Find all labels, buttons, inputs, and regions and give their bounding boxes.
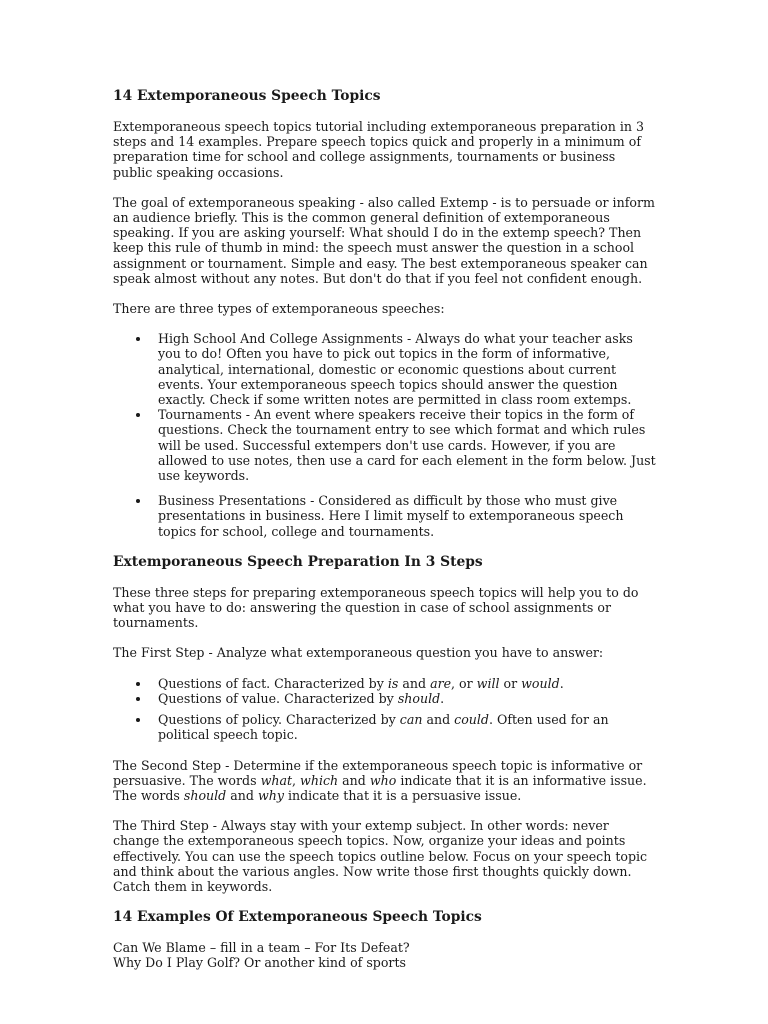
list-item-business: Business Presentations - Considered as difficult by those who must give presentations in business. Here I limit myself to extemporaneous speech topics for school, college and tournaments. [158,493,658,539]
list-item-policy: Questions of policy. Characterized by can and could. Often used for an political speech topic. [158,712,658,742]
speech-types-list [113,331,658,539]
goal-paragraph: The goal of extemporaneous speaking - also called Extemp - is to persuade or inform an audience briefly. This is the common general definition of extemporaneous speaking. If you are asking yourself: What should I do in the extemp speech? Then keep this rule of thumb in mind: the speech must answer the question in a school assignment or tournament. Simple and easy. The best extemporaneous speaker can speak almost without any notes. But don't do that if you feel not confident enough. [113,194,655,286]
list-item-assignments: High School And College Assignments - Always do what your teacher asks you to do! Often you have to pick out topics in the form of informative, analytical, international, domestic or economic questions about current events. Your extemporaneous speech topics should answer the question exactly. Check if some written notes are permitted in class room extemps. [158,331,658,407]
examples-heading: 14 Examples Of Extemporaneous Speech Topics [113,909,482,926]
example-item: Can We Blame – fill in a team – For Its Defeat? [113,940,410,956]
document-page [113,88,658,971]
list-item-value: Questions of value. Characterized by should. [158,691,658,706]
list-item-tournaments: Tournaments - An event where speakers receive their topics in the form of questions. Check the tournament entry to see which format and which rules will be used. Successful extempers don't use cards. However, if you are allowed to use notes, then use a card for each element in the form below. Just use keywords. [158,407,658,483]
first-step: The First Step - Analyze what extemporaneous question you have to answer: [113,645,604,661]
preparation-intro: These three steps for preparing extemporaneous speech topics will help you to do what you have to do: answering the question in case of school assignments or tournaments. [113,584,639,631]
page-title: 14 Extemporaneous Speech Topics [113,88,381,104]
preparation-heading: Extemporaneous Speech Preparation In 3 Steps [113,553,483,570]
examples-list [113,940,658,970]
example-item: Why Do I Play Golf? Or another kind of sports [113,955,406,971]
third-step: The Third Step - Always stay with your extemp subject. In other words: never change the extemporaneous speech topics. Now, organize your ideas and points effectively. You can use the speech topics outline below. Focus on your speech topic and think about the various angles. Now write those first thoughts quickly down. Catch them in keywords. [113,818,648,894]
types-intro: There are three types of extemporaneous speeches: [113,301,445,317]
second-step: The Second Step - Determine if the extemporaneous speech topic is informative or persuasive. The words what, which and who indicate that it is an informative issue. The words should and why indicate that it is a persuasive issue. [113,757,647,803]
list-item-fact: Questions of fact. Characterized by is and are, or will or would. [158,676,658,691]
question-types-list [113,676,658,743]
intro-paragraph: Extemporaneous speech topics tutorial including extemporaneous preparation in 3 steps and 14 examples. Prepare speech topics quick and properly in a minimum of preparation time for school and college assignments, tournaments or business public speaking occasions. [113,119,644,180]
